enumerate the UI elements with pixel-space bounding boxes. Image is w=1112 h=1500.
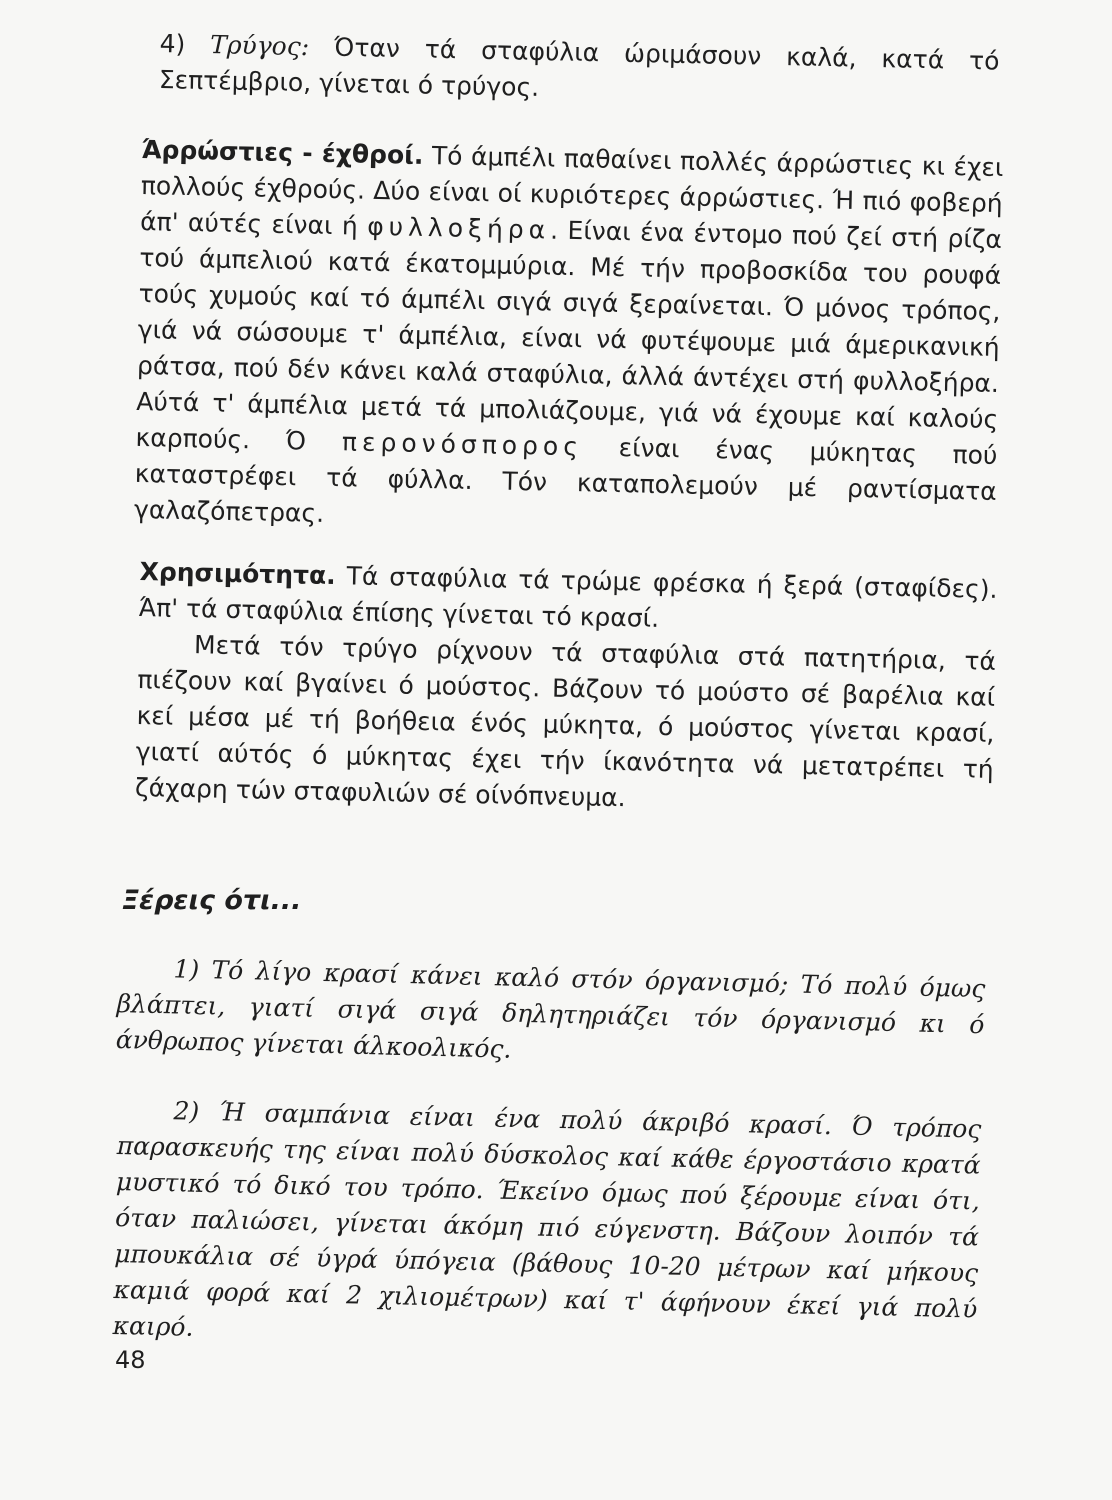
did-you-know-heading: Ξέρεις ότι... xyxy=(122,885,302,916)
did-you-know-item-1 xyxy=(115,950,985,1079)
did-you-know-item-2 xyxy=(112,1092,981,1364)
section-title-harvest: Τρύγος: xyxy=(209,30,310,62)
section-number: 4) xyxy=(159,28,186,59)
diseases-text-3: είναι ένας μύκητας πού καταστρέφει τά φύλλα. Τόν καταπολεμούν μέ ραντίσματα γαλαζόπετρας. xyxy=(133,433,998,528)
fact-wine-health: 1) Τό λίγο κρασί κάνει καλό στόν όργανισμό; Τό πολύ όμως βλάπτει, γιατί σιγά σιγά δηλητηριάζει τόν όργανισμό κι ό άνθρωπος γίνεται άλκοολικός. xyxy=(115,954,986,1064)
section-title-diseases: Άρρώστιες - έχθροί. xyxy=(141,134,424,170)
fact-champagne: 2) Ή σαμπάνια είναι ένα πολύ άκριβό κρασί. Ό τρόπος παρασκευής της είναι πολύ δύσκολος καί κάθε έργοστάσιο κρατά μυστικό τό δικό του τρόπο. Έκείνο όμως πού ξέρουμε είναι ότι, όταν παλιώσει, γίνεται άκόμη πιό εύγενστη. Βάζουν λοιπόν τά μπουκάλια σέ ύγρά ύπόγεια (βάθους 10-20 μέτρων καί μήκους καμιά φορά καί 2 χιλιομέτρων) καί τ' άφήνουν έκεί γιά πολύ καιρό. xyxy=(112,1096,982,1342)
section-title-usefulness: Χρησιμότητα. xyxy=(139,556,337,591)
section-text-harvest: Όταν τά σταφύλια ώριμάσουν καλά, κατά τό Σεπτέμβριο, γίνεται ό τρύγος. xyxy=(158,32,1000,102)
wine-making-paragraph: Μετά τόν τρύγο ρίχνουν τά σταφύλια στά πατητήρια, τά πιέζουν καί βγαίνει ό μούστος. Βάζουν τό μούστο σέ βαρέλια καί κεί μέσα μέ τή βοήθεια ένός μύκητα, ό μούστος γίνεται κρασί, γιατί αύτός ό μύκητας έχει τήν ίκανότητα νά μετατρέπει τή ζάχαρη τών σταφυλιών σέ οίνόπνευμα. xyxy=(134,630,997,813)
diseases-text-2: . Είναι ένα έντομο πού ζεί στή ρίζα τού άμπελιού κατά έκατομμύρια. Μέ τήν προβοσκίδα του ρουφά τούς χυμούς καί τό άμπέλι σιγά σιγά ξεραίνεται. Ό μόνος τρόπος, γιά νά σώσουμε τ' άμπέλια, είναι νά φυτέψουμε μιά άμερικανική ράτσα, πού δέν κάνει καλά σταφύλια, άλλά άντέχει στή φυλλοξήρα. Αύτά τ' άμπέλια μετά τά μπολιάζουμε, γιά νά έχουμε καί καλούς καρπούς. Ό xyxy=(135,215,1003,456)
section-harvest xyxy=(158,26,999,116)
diseases-text-1: Τό άμπέλι παθαίνει πολλές άρρώστιες κι έχει πολλούς έχθρούς. Δύο είναι οί κυριότερες άρρώστιες. Ή πιό φοβερή άπ' αύτές είναι ή xyxy=(139,141,1004,241)
term-phylloxera: φυλλοξήρα xyxy=(366,211,551,245)
term-peronospora: περονόσπορος xyxy=(341,427,584,462)
section-usefulness xyxy=(135,554,998,824)
usefulness-text: Τά σταφύλια τά τρώμε φρέσκα ή ξερά (σταφίδες). Άπ' τά σταφύλια έπίσης γίνεται τό κρασί. xyxy=(138,561,998,633)
section-diseases xyxy=(134,132,1004,546)
page-number: 48 xyxy=(115,1346,146,1374)
